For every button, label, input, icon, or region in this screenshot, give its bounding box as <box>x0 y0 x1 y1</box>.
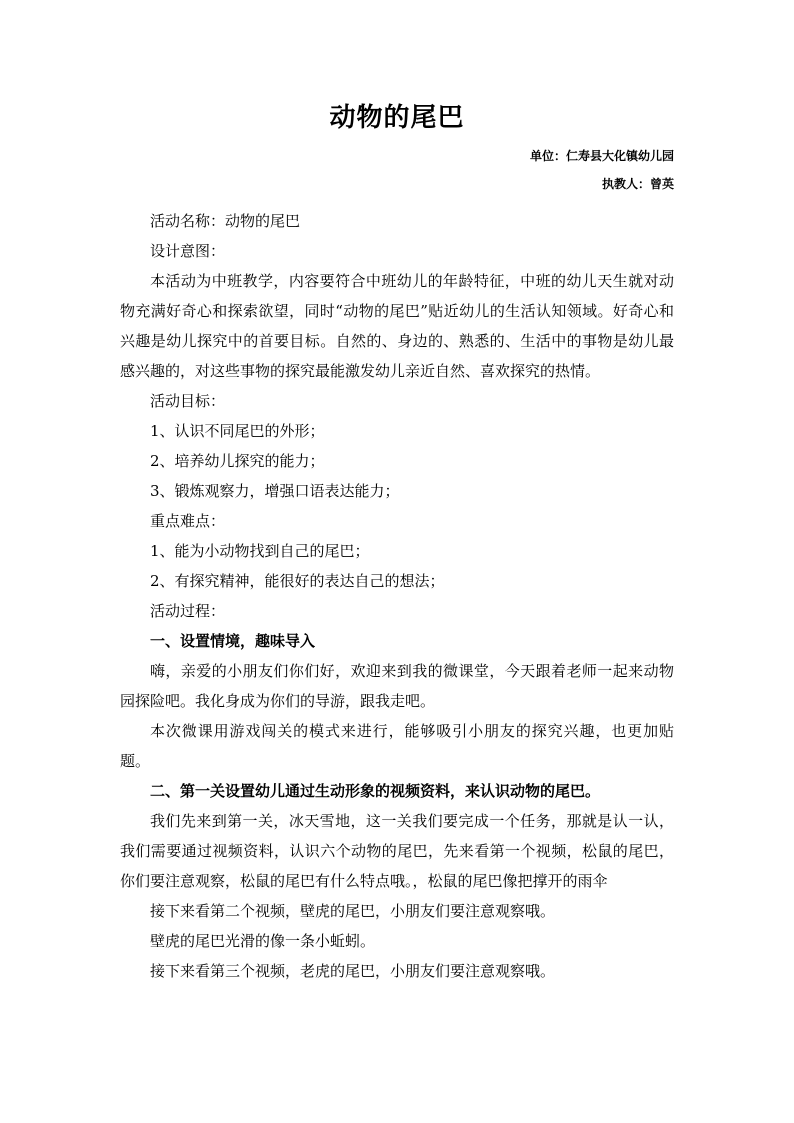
section-heading: 一、设置情境，趣味导入 <box>150 632 316 650</box>
unit-line: 单位：仁寿县大化镇幼儿园 <box>529 149 674 163</box>
teacher-line: 执教人：曾英 <box>601 177 674 191</box>
paragraph: 3、锻炼观察力，增强口语表达能力； <box>150 482 400 500</box>
paragraph: 活动过程： <box>150 602 226 620</box>
paragraph: 1、能为小动物找到自己的尾巴； <box>150 542 370 560</box>
document-title: 动物的尾巴 <box>329 103 465 133</box>
paragraph: 接下来看第三个视频，老虎的尾巴，小朋友们要注意观察哦。 <box>150 962 556 980</box>
paragraph: 壁虎的尾巴光滑的像一条小蚯蚓。 <box>150 932 376 950</box>
paragraph: 本活动为中班教学，内容要符合中班幼儿的年龄特征，中班的幼儿天生就对动物充满好奇心和探索欲望，同时“动物的尾巴”贴近幼儿的生活认知领域。好奇心和兴趣是幼儿探究中的首要目标。自然的、身边的、熟悉的、生活中的事物是幼儿最感兴趣的，对这些事物的探究最能激发幼儿亲近自然、喜欢探究的热情。 <box>120 272 674 380</box>
paragraph: 我们先来到第一关，冰天雪地，这一关我们要完成一个任务，那就是认一认，我们需要通过视频资料，认识六个动物的尾巴，先来看第一个视频，松鼠的尾巴，你们要注意观察，松鼠的尾巴有什么特点哦。，松鼠的尾巴像把撑开的雨伞 <box>120 812 674 890</box>
paragraph: 设计意图： <box>150 242 226 260</box>
paragraph: 接下来看第二个视频，壁虎的尾巴，小朋友们要注意观察哦。 <box>150 902 556 920</box>
document-body <box>120 206 674 986</box>
paragraph: 重点难点： <box>150 512 226 530</box>
paragraph: 1、认识不同尾巴的外形； <box>150 422 325 440</box>
section-heading: 二、第一关设置幼儿通过生动形象的视频资料，来认识动物的尾巴。 <box>150 782 601 800</box>
paragraph: 本次微课用游戏闯关的模式来进行，能够吸引小朋友的探究兴趣，也更加贴题。 <box>120 722 674 770</box>
paragraph: 嗨，亲爱的小朋友们你们好，欢迎来到我的微课堂，今天跟着老师一起来动物园探险吧。我化身成为你们的导游，跟我走吧。 <box>120 662 674 710</box>
paragraph: 活动目标： <box>150 392 226 410</box>
paragraph: 2、培养幼儿探究的能力； <box>150 452 325 470</box>
paragraph: 活动名称：动物的尾巴 <box>150 212 301 230</box>
paragraph: 2、有探究精神，能很好的表达自己的想法； <box>150 572 445 590</box>
